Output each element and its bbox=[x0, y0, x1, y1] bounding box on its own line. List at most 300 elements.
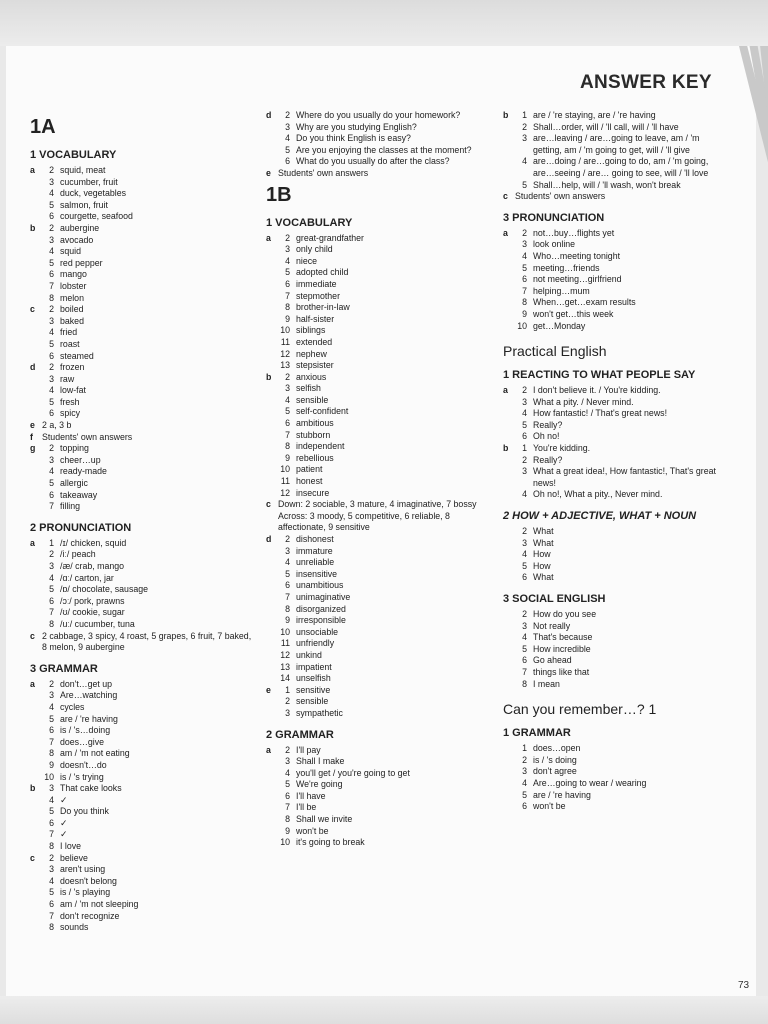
item-number: 2 bbox=[49, 165, 54, 175]
item-number: 8 bbox=[285, 814, 290, 825]
item-number: 2 bbox=[522, 454, 527, 465]
answer-row bbox=[30, 876, 255, 888]
answer-text: don't agree bbox=[533, 766, 577, 777]
answer-text: sensible bbox=[296, 696, 329, 707]
answer-row bbox=[503, 263, 728, 275]
exercise-letter bbox=[266, 662, 278, 674]
answer-row bbox=[30, 899, 255, 911]
answer-row bbox=[503, 274, 728, 286]
exercise-letter bbox=[266, 325, 278, 337]
answer-row bbox=[503, 321, 728, 333]
exercise-letter bbox=[503, 679, 515, 691]
exercise-letter bbox=[503, 621, 515, 633]
answer-row bbox=[30, 584, 255, 596]
answer-row bbox=[266, 488, 496, 500]
answer-row bbox=[503, 385, 728, 397]
answer-row bbox=[30, 619, 255, 631]
item-number: 8 bbox=[285, 302, 290, 313]
answer-text: you'll get / you're going to get bbox=[296, 767, 410, 778]
item-number: 5 bbox=[49, 713, 54, 724]
exercise-letter bbox=[503, 321, 515, 333]
item-number: 3 bbox=[49, 864, 54, 875]
answer-text: rebellious bbox=[296, 452, 334, 463]
exercise-letter bbox=[266, 349, 278, 361]
item-number: 5 bbox=[49, 338, 54, 349]
answer-text: salmon, fruit bbox=[60, 199, 108, 210]
exercise-letter: d bbox=[30, 362, 36, 373]
answer-row bbox=[30, 818, 255, 830]
answer-text: Students' own answers bbox=[515, 191, 606, 202]
exercise-letter bbox=[30, 714, 42, 726]
item-number: 4 bbox=[49, 466, 54, 477]
answer-text: Shall…order, will / 'll call, will / 'll have bbox=[533, 121, 679, 132]
exercise-letter bbox=[266, 673, 278, 685]
exercise-letter bbox=[30, 607, 42, 619]
answer-text: it's going to break bbox=[296, 837, 365, 848]
answer-row bbox=[266, 814, 496, 826]
answer-text: Oh no! bbox=[533, 431, 560, 442]
exercise-letter: b bbox=[30, 783, 36, 794]
answer-text: baked bbox=[60, 315, 84, 326]
item-number: 4 bbox=[49, 246, 54, 257]
answer-text: I mean bbox=[533, 678, 560, 689]
answer-text: topping bbox=[60, 443, 89, 454]
exercise-letter bbox=[30, 573, 42, 585]
answer-text: What a great idea!, How fantastic!, That's great news! bbox=[533, 466, 716, 488]
exercise-letter bbox=[30, 281, 42, 293]
answer-text: Shall…help, will / 'll wash, won't break bbox=[533, 179, 681, 190]
item-number: 6 bbox=[522, 572, 527, 583]
item-number: 8 bbox=[49, 748, 54, 759]
exercise-letter bbox=[30, 466, 42, 478]
exercise-letter bbox=[503, 549, 515, 561]
exercise-letter bbox=[30, 351, 42, 363]
item-number: 7 bbox=[49, 607, 54, 618]
answer-row bbox=[266, 708, 496, 720]
answer-row bbox=[30, 829, 255, 841]
exercise-letter bbox=[266, 244, 278, 256]
answer-row bbox=[266, 325, 496, 337]
item-number: 5 bbox=[285, 144, 290, 155]
exercise-letter bbox=[266, 267, 278, 279]
item-number: 2 bbox=[285, 534, 290, 544]
item-number: 10 bbox=[280, 325, 290, 336]
item-number: 3 bbox=[49, 234, 54, 245]
item-number: 6 bbox=[285, 790, 290, 801]
answer-text: immediate bbox=[296, 278, 337, 289]
answer-row bbox=[503, 122, 728, 134]
exercise-letter bbox=[266, 122, 278, 134]
answer-row bbox=[266, 673, 496, 685]
exercise-letter bbox=[266, 779, 278, 791]
item-number: 6 bbox=[522, 431, 527, 442]
answer-row bbox=[503, 309, 728, 321]
item-number: 3 bbox=[49, 561, 54, 571]
answer-text: Not really bbox=[533, 620, 571, 631]
answer-text: extended bbox=[296, 336, 333, 347]
answer-row bbox=[30, 246, 255, 258]
exercise-letter bbox=[30, 339, 42, 351]
answer-text: disorganized bbox=[296, 603, 346, 614]
answer-row bbox=[266, 291, 496, 303]
answer-text: am / 'm not eating bbox=[60, 748, 130, 759]
item-number: 10 bbox=[280, 837, 290, 848]
answer-text: allergic bbox=[60, 478, 88, 489]
answer-row bbox=[266, 557, 496, 569]
exercise-letter: c bbox=[503, 191, 508, 202]
exercise-letter bbox=[30, 818, 42, 830]
answer-text: unsociable bbox=[296, 626, 339, 637]
answer-row bbox=[266, 638, 496, 650]
item-number: 9 bbox=[285, 615, 290, 626]
exercise-letter bbox=[503, 286, 515, 298]
answer-row bbox=[266, 802, 496, 814]
item-number: 7 bbox=[49, 829, 54, 840]
item-number: 4 bbox=[285, 767, 290, 778]
answer-text: /iː/ peach bbox=[60, 549, 96, 560]
answer-text: ready-made bbox=[60, 466, 107, 477]
answer-row bbox=[266, 756, 496, 768]
answer-text: How bbox=[533, 560, 551, 571]
answer-row bbox=[266, 768, 496, 780]
answer-column-1 bbox=[30, 112, 255, 934]
answer-row bbox=[503, 156, 728, 179]
item-number: 2 bbox=[285, 232, 290, 243]
answer-row bbox=[30, 549, 255, 561]
answer-text: Shall I make bbox=[296, 756, 345, 767]
answer-text: Where do you usually do your homework? bbox=[296, 110, 461, 120]
answer-row bbox=[503, 455, 728, 467]
exercise-letter bbox=[30, 397, 42, 409]
answer-text: I'll pay bbox=[296, 744, 321, 755]
exercise-letter bbox=[30, 478, 42, 490]
item-number: 4 bbox=[49, 188, 54, 199]
answer-text: I'll be bbox=[296, 802, 317, 813]
answer-text: unambitious bbox=[296, 580, 344, 591]
answer-row bbox=[503, 431, 728, 443]
answer-text: Why are you studying English? bbox=[296, 121, 417, 132]
answer-text: ✓ bbox=[60, 817, 68, 828]
exercise-letter bbox=[30, 269, 42, 281]
exercise-letter bbox=[503, 274, 515, 286]
item-number: 5 bbox=[522, 179, 527, 190]
item-number: 7 bbox=[49, 910, 54, 921]
item-number: 3 bbox=[522, 396, 527, 407]
answer-row bbox=[503, 489, 728, 501]
item-number: 8 bbox=[285, 441, 290, 452]
item-number: 9 bbox=[285, 452, 290, 463]
exercise-letter: a bbox=[503, 385, 508, 396]
exercise-letter bbox=[30, 596, 42, 608]
item-number: 6 bbox=[49, 817, 54, 828]
exercise-letter bbox=[30, 911, 42, 923]
answer-row bbox=[503, 228, 728, 240]
item-number: 4 bbox=[49, 327, 54, 338]
exercise-letter bbox=[266, 256, 278, 268]
answer-text: independent bbox=[296, 441, 345, 452]
answer-row bbox=[30, 362, 255, 374]
answer-text: sympathetic bbox=[296, 707, 343, 718]
item-number: 3 bbox=[49, 690, 54, 701]
item-number: 3 bbox=[522, 766, 527, 777]
item-number: 3 bbox=[285, 121, 290, 132]
exercise-letter bbox=[266, 133, 278, 145]
item-number: 11 bbox=[280, 638, 290, 649]
exercise-letter bbox=[30, 490, 42, 502]
item-number: 6 bbox=[49, 211, 54, 222]
answer-row bbox=[266, 779, 496, 791]
exercise-letter bbox=[503, 801, 515, 813]
item-number: 2 bbox=[285, 371, 290, 382]
exercise-letter bbox=[266, 360, 278, 372]
answer-row bbox=[503, 397, 728, 409]
exercise-letter bbox=[266, 511, 278, 534]
answer-text: insensitive bbox=[296, 568, 338, 579]
answer-text: are…leaving / are…going to leave, am / 'm getting, am / 'm going to get, will / 'll give bbox=[533, 133, 700, 155]
answer-text: is / 's doing bbox=[533, 754, 577, 765]
exercise-letter bbox=[266, 569, 278, 581]
answer-row bbox=[503, 110, 728, 122]
item-number: 6 bbox=[49, 269, 54, 280]
answer-row bbox=[30, 339, 255, 351]
exercise-letter bbox=[30, 293, 42, 305]
exercise-letter: b bbox=[503, 110, 509, 120]
answer-text: What do you usually do after the class? bbox=[296, 156, 450, 167]
exercise-letter bbox=[30, 501, 42, 513]
exercise-letter bbox=[266, 546, 278, 558]
item-number: 6 bbox=[285, 278, 290, 289]
answer-text: roast bbox=[60, 338, 80, 349]
item-number: 7 bbox=[285, 290, 290, 301]
item-number: 11 bbox=[280, 476, 290, 487]
item-number: 5 bbox=[49, 806, 54, 817]
item-number: 3 bbox=[285, 244, 290, 255]
section-heading: 1 GRAMMAR bbox=[503, 727, 571, 740]
answer-row bbox=[266, 145, 496, 157]
answer-row bbox=[30, 478, 255, 490]
answer-text: cheer…up bbox=[60, 454, 101, 465]
section-heading: 1 VOCABULARY bbox=[266, 216, 353, 229]
answer-text: am / 'm not sleeping bbox=[60, 899, 139, 910]
item-number: 6 bbox=[49, 350, 54, 361]
answer-text: How fantastic! / That's great news! bbox=[533, 408, 668, 419]
exercise-letter: a bbox=[30, 537, 35, 548]
answer-row bbox=[503, 286, 728, 298]
answer-row bbox=[266, 499, 496, 511]
item-number: 2 bbox=[522, 385, 527, 396]
answer-text: I'll have bbox=[296, 790, 326, 801]
answer-text: /ʊ/ cookie, sugar bbox=[60, 607, 125, 618]
section-heading: 3 SOCIAL ENGLISH bbox=[503, 593, 606, 605]
answer-text: does…give bbox=[60, 736, 105, 747]
answer-row bbox=[30, 748, 255, 760]
answer-row bbox=[30, 420, 255, 432]
answer-text: unfriendly bbox=[296, 638, 335, 649]
answer-text: doesn't belong bbox=[60, 875, 117, 886]
answer-text: believe bbox=[60, 852, 88, 863]
exercise-letter bbox=[503, 263, 515, 275]
answer-text: Do you think English is easy? bbox=[296, 133, 411, 144]
answer-column-2 bbox=[266, 110, 496, 849]
answer-row bbox=[266, 267, 496, 279]
answer-row bbox=[30, 806, 255, 818]
answer-row bbox=[30, 490, 255, 502]
answer-row bbox=[30, 737, 255, 749]
answer-row bbox=[30, 351, 255, 363]
item-number: 2 bbox=[285, 744, 290, 755]
answer-row bbox=[30, 316, 255, 328]
answer-row bbox=[503, 644, 728, 656]
answer-row bbox=[30, 538, 255, 550]
answer-row bbox=[30, 258, 255, 270]
item-number: 4 bbox=[522, 489, 527, 500]
answer-row bbox=[503, 655, 728, 667]
exercise-letter bbox=[503, 156, 515, 179]
answer-text: are / 're having bbox=[533, 789, 591, 800]
exercise-letter bbox=[266, 627, 278, 639]
answer-row bbox=[30, 795, 255, 807]
answer-row bbox=[503, 621, 728, 633]
exercise-letter bbox=[503, 778, 515, 790]
answer-text: cycles bbox=[60, 701, 85, 712]
answer-text: Students' own answers bbox=[42, 431, 133, 442]
item-number: 7 bbox=[522, 285, 527, 296]
answer-row bbox=[30, 679, 255, 691]
exercise-letter: b bbox=[503, 443, 509, 454]
answer-text: won't be bbox=[533, 801, 566, 812]
answer-text: /ɪ/ chicken, squid bbox=[60, 537, 127, 548]
exercise-letter: a bbox=[266, 744, 271, 755]
item-number: 5 bbox=[49, 887, 54, 898]
answer-row bbox=[503, 679, 728, 691]
scan-top-band bbox=[0, 0, 768, 46]
item-number: 8 bbox=[49, 292, 54, 303]
exercise-letter bbox=[266, 768, 278, 780]
item-number: 9 bbox=[49, 759, 54, 770]
answer-row bbox=[30, 760, 255, 772]
answer-text: are / 're having bbox=[60, 713, 118, 724]
item-number: 2 bbox=[522, 526, 527, 537]
answer-row bbox=[503, 297, 728, 309]
item-number: 1 bbox=[49, 537, 54, 548]
answer-text: won't be bbox=[296, 825, 329, 836]
exercise-letter bbox=[503, 420, 515, 432]
answer-row bbox=[30, 853, 255, 865]
exercise-letter bbox=[266, 696, 278, 708]
exercise-letter bbox=[503, 609, 515, 621]
exercise-letter: a bbox=[266, 232, 271, 243]
item-number: 14 bbox=[280, 673, 290, 684]
exercise-letter: a bbox=[30, 678, 35, 689]
answer-row bbox=[30, 269, 255, 281]
exercise-letter bbox=[503, 489, 515, 501]
item-number: 5 bbox=[285, 406, 290, 417]
answer-text: immature bbox=[296, 545, 333, 556]
answer-text: look online bbox=[533, 239, 576, 250]
item-number: 2 bbox=[49, 678, 54, 689]
answer-row bbox=[30, 573, 255, 585]
answer-row bbox=[266, 464, 496, 476]
answer-row bbox=[266, 133, 496, 145]
exercise-letter: a bbox=[503, 227, 508, 238]
answer-text: things like that bbox=[533, 666, 590, 677]
answer-row bbox=[266, 349, 496, 361]
answer-text: stubborn bbox=[296, 429, 331, 440]
item-number: 3 bbox=[49, 373, 54, 384]
exercise-letter bbox=[266, 814, 278, 826]
section-heading: 1 VOCABULARY bbox=[30, 149, 117, 161]
exercise-letter: f bbox=[30, 431, 33, 442]
section-heading: 3 GRAMMAR bbox=[30, 662, 98, 675]
exercise-letter bbox=[503, 572, 515, 584]
answer-text: unreliable bbox=[296, 557, 335, 568]
exercise-letter bbox=[266, 638, 278, 650]
answer-text: niece bbox=[296, 255, 318, 266]
answer-row bbox=[503, 526, 728, 538]
answer-text: takeaway bbox=[60, 489, 98, 500]
answer-text: boiled bbox=[60, 304, 84, 315]
answer-text: doesn't…do bbox=[60, 759, 107, 770]
answer-row bbox=[503, 443, 728, 455]
item-number: 3 bbox=[522, 620, 527, 631]
item-number: 3 bbox=[522, 133, 527, 144]
exercise-letter bbox=[503, 655, 515, 667]
item-number: 6 bbox=[285, 418, 290, 429]
answer-row bbox=[30, 304, 255, 316]
exercise-letter bbox=[266, 791, 278, 803]
answer-row bbox=[30, 561, 255, 573]
answer-row bbox=[266, 372, 496, 384]
item-number: 8 bbox=[49, 841, 54, 852]
item-number: 4 bbox=[49, 701, 54, 712]
item-number: 7 bbox=[49, 736, 54, 747]
item-number: 4 bbox=[522, 549, 527, 560]
answer-row bbox=[30, 408, 255, 420]
answer-text: brother-in-law bbox=[296, 302, 350, 313]
item-number: 5 bbox=[49, 396, 54, 407]
answer-text: don't…get up bbox=[60, 678, 113, 689]
item-number: 5 bbox=[285, 568, 290, 579]
exercise-letter bbox=[266, 314, 278, 326]
answer-text: I love bbox=[60, 841, 82, 852]
answer-text: lobster bbox=[60, 280, 87, 291]
answer-text: duck, vegetables bbox=[60, 188, 127, 199]
exercise-letter: c bbox=[30, 630, 35, 641]
item-number: 9 bbox=[522, 308, 527, 319]
item-number: 3 bbox=[522, 466, 527, 477]
answer-row bbox=[30, 281, 255, 293]
answer-row bbox=[503, 420, 728, 432]
exercise-letter bbox=[30, 327, 42, 339]
answer-text: Go ahead bbox=[533, 655, 572, 666]
exercise-letter: a bbox=[30, 165, 35, 175]
exercise-letter bbox=[30, 876, 42, 888]
exercise-letter bbox=[503, 122, 515, 134]
exercise-letter bbox=[503, 408, 515, 420]
section-heading: 1 REACTING TO WHAT PEOPLE SAY bbox=[503, 369, 696, 382]
answer-text: does…open bbox=[533, 743, 581, 754]
answer-text: That's because bbox=[533, 632, 593, 643]
exercise-letter bbox=[503, 644, 515, 656]
item-number: 4 bbox=[49, 385, 54, 396]
item-number: 5 bbox=[49, 584, 54, 595]
answer-text: That cake looks bbox=[60, 783, 122, 794]
answer-row bbox=[30, 177, 255, 189]
answer-text: are / 're staying, are / 're having bbox=[533, 110, 656, 120]
item-number: 7 bbox=[522, 666, 527, 677]
answer-row bbox=[266, 395, 496, 407]
exercise-letter bbox=[30, 772, 42, 784]
